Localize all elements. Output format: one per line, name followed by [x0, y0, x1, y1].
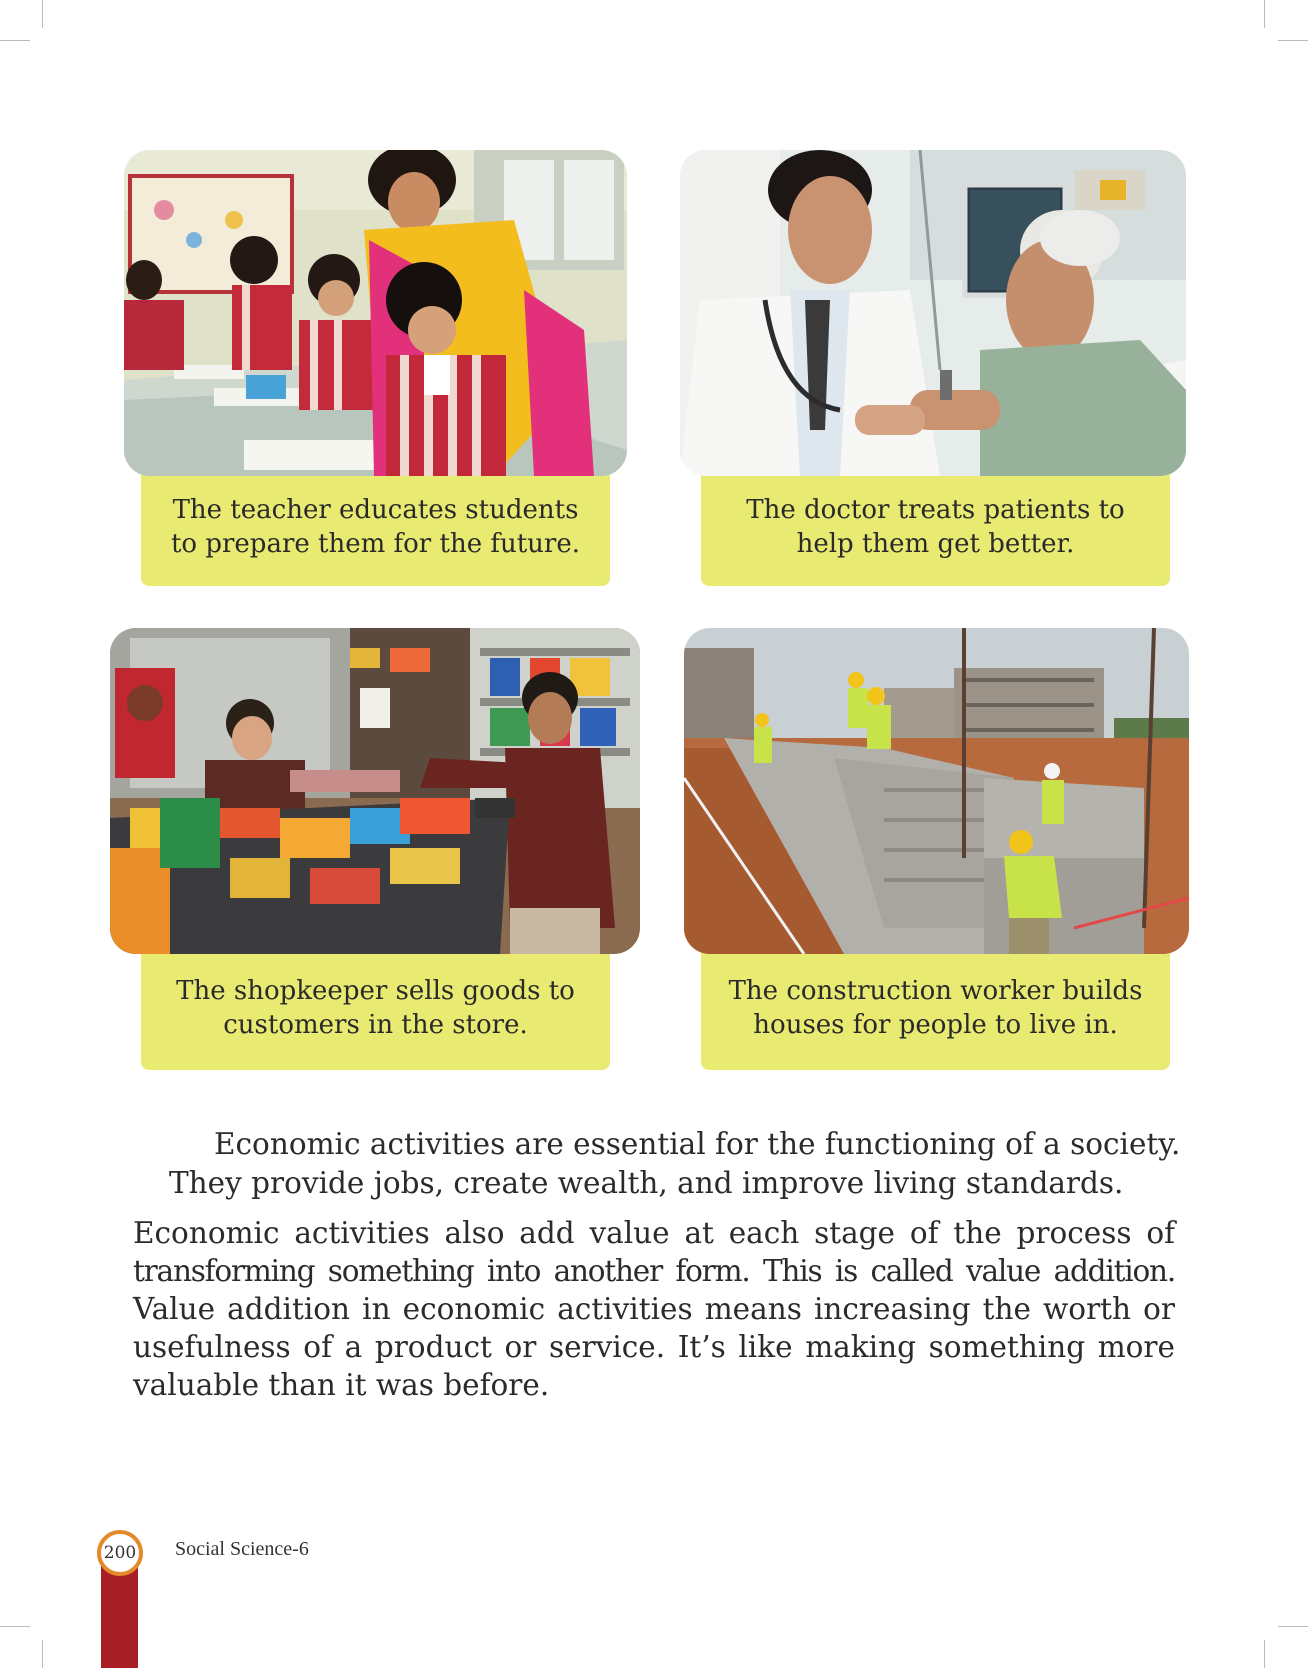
caption-doctor: [701, 468, 1170, 586]
caption-construction-line1: The construction worker builds: [728, 976, 1143, 1006]
paragraph-2-line-3: Value addition in economic activities means increasing the worth or: [133, 1292, 1175, 1326]
paragraph-2-line-5: valuable than it was before.: [133, 1368, 550, 1402]
page-number-badge: 200: [97, 1530, 143, 1576]
caption-doctor-line2: help them get better.: [796, 529, 1075, 559]
crop-mark-top-left-h: [0, 40, 30, 41]
crop-mark-top-right-v: [1264, 0, 1265, 28]
caption-shopkeeper: [141, 946, 610, 1070]
crop-mark-bottom-left-h: [0, 1626, 30, 1627]
paragraph-2-line-2: transforming something into another form. This is called value addition.: [133, 1254, 1175, 1288]
caption-teacher: [141, 468, 610, 586]
caption-teacher-line2: to prepare them for the future.: [170, 529, 580, 559]
crop-mark-top-right-h: [1278, 40, 1308, 41]
crop-mark-top-left-v: [42, 0, 43, 28]
caption-teacher-line1: The teacher educates students: [172, 495, 579, 525]
caption-shopkeeper-line2: customers in the store.: [223, 1010, 528, 1040]
construction-site-photo: [684, 628, 1189, 954]
crop-mark-bottom-right-v: [1264, 1640, 1265, 1668]
paragraph-1-line-2: They provide jobs, create wealth, and improve living standards.: [169, 1166, 1124, 1200]
doctor-patient-photo: [680, 150, 1186, 476]
caption-doctor-line1: The doctor treats patients to: [746, 495, 1125, 525]
shopkeeper-store-photo: [110, 628, 640, 954]
crop-mark-bottom-right-h: [1278, 1626, 1308, 1627]
caption-construction-line2: houses for people to live in.: [753, 1010, 1118, 1040]
crop-mark-bottom-left-v: [42, 1640, 43, 1668]
paragraph-2-line-1: Economic activities also add value at each stage of the process of: [133, 1216, 1175, 1250]
paragraph-2-line-4: usefulness of a product or service. It’s like making something more: [133, 1330, 1175, 1364]
teacher-classroom-photo: [124, 150, 627, 476]
caption-construction: [701, 946, 1170, 1070]
footer-red-bar: [101, 1560, 138, 1668]
caption-shopkeeper-line1: The shopkeeper sells goods to: [176, 976, 575, 1006]
footer-book-title: Social Science-6: [175, 1538, 309, 1560]
paragraph-1-line-1: Economic activities are essential for the functioning of a society.: [214, 1127, 1181, 1161]
